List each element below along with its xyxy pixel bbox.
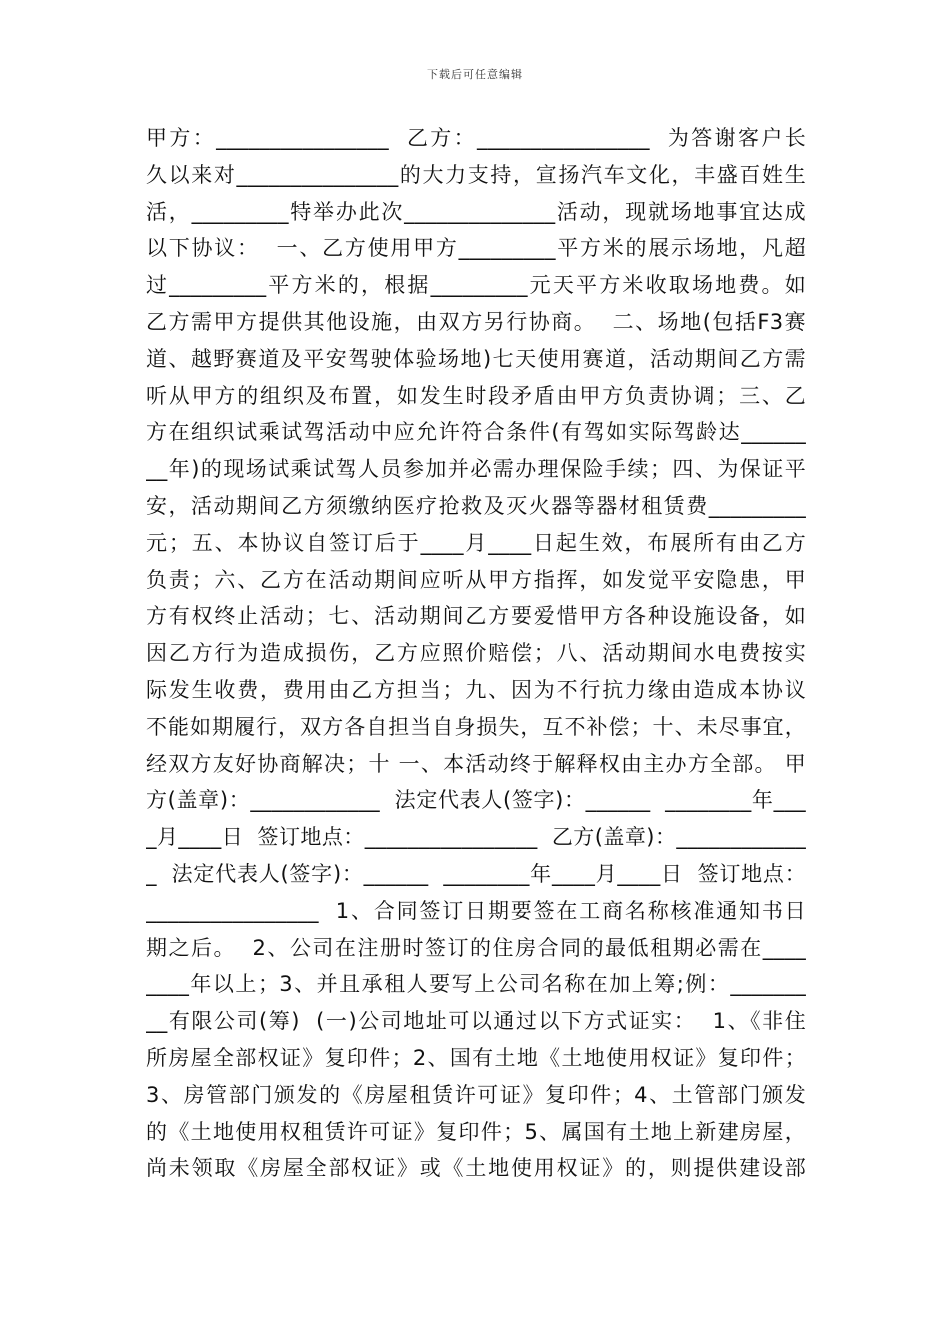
text-line: 活，_________特举办此次______________活动，现就场地事宜达成 [146, 199, 806, 224]
text-line: 期之后。 2、公司在注册时签订的住房合同的最低租期必需在____ [146, 935, 806, 960]
text-line: 的《土地使用权租赁许可证》复印件；5、属国有土地上新建房屋， [146, 1119, 806, 1144]
text-line: 负责；六、乙方在活动期间应听从甲方指挥，如发觉平安隐患，甲 [146, 567, 806, 592]
text-line: 久以来对_______________的大力支持，宣扬汽车文化，丰盛百姓生 [146, 162, 806, 187]
text-line: 听从甲方的组织及布置，如发生时段矛盾由甲方负责协调；三、乙 [146, 383, 806, 408]
text-line: _ 法定代表人(签字)：______ ________年____月____日 签订地点： [146, 861, 806, 886]
text-line: _月____日 签订地点：________________ 乙方(盖章)：____________ [146, 825, 806, 850]
text-line: 尚未领取《房屋全部权证》或《土地使用权证》的，则提供建设部 [146, 1156, 806, 1181]
text-line: 不能如期履行，双方各自担当自身损失，互不补偿；十、未尽事宜， [146, 714, 806, 739]
text-line: 3、房管部门颁发的《房屋租赁许可证》复印件；4、土管部门颁发 [146, 1082, 806, 1107]
text-line: 安，活动期间乙方须缴纳医疗抢救及灭火器等器材租赁费_________ [146, 493, 806, 518]
text-line: 甲方：________________ 乙方：________________ 为答谢客户长 [146, 126, 806, 150]
text-line: __有限公司(筹) (一)公司地址可以通过以下方式证实： 1、《非住 [146, 1009, 806, 1034]
text-line: 以下协议： 一、乙方使用甲方_________平方米的展示场地，凡超 [146, 236, 806, 261]
text-line: 元；五、本协议自签订后于____月____日起生效，布展所有由乙方 [146, 530, 806, 555]
agreement-body [146, 120, 806, 1187]
text-line: 际发生收费，费用由乙方担当；九、因为不行抗力缘由造成本协议 [146, 677, 806, 702]
text-line: 过_________平方米的，根据_________元天平方米收取场地费。如 [146, 273, 806, 298]
text-line: ________________ 1、合同签订日期要签在工商名称核准通知书日 [146, 898, 806, 923]
text-line: 因乙方行为造成损伤，乙方应照价赔偿；八、活动期间水电费按实 [146, 641, 806, 666]
text-line: 方(盖章)：____________ 法定代表人(签字)：______ ________年___ [146, 788, 806, 813]
text-line: 方在组织试乘试驾活动中应允许符合条件(有驾如实际驾龄达______ [146, 420, 806, 445]
header-note: 下载后可任意编辑 [427, 68, 523, 81]
text-line: __年)的现场试乘试驾人员参加并必需办理保险手续；四、为保证平 [146, 457, 806, 482]
text-line: 所房屋全部权证》复印件；2、国有土地《土地使用权证》复印件； [146, 1045, 806, 1070]
text-line: 道、越野赛道及平安驾驶体验场地)七天使用赛道，活动期间乙方需 [146, 346, 806, 371]
text-line: 方有权终止活动；七、活动期间乙方要爱惜甲方各种设施设备，如 [146, 604, 806, 629]
text-line: 乙方需甲方提供其他设施，由双方另行协商。 二、场地(包括F3赛 [146, 309, 806, 334]
text-line: ____年以上；3、并且承租人要写上公司名称在加上筹;例：_______ [146, 972, 806, 997]
text-line: 经双方友好协商解决；十 一、本活动终于解释权由主办方全部。 甲 [146, 751, 806, 776]
